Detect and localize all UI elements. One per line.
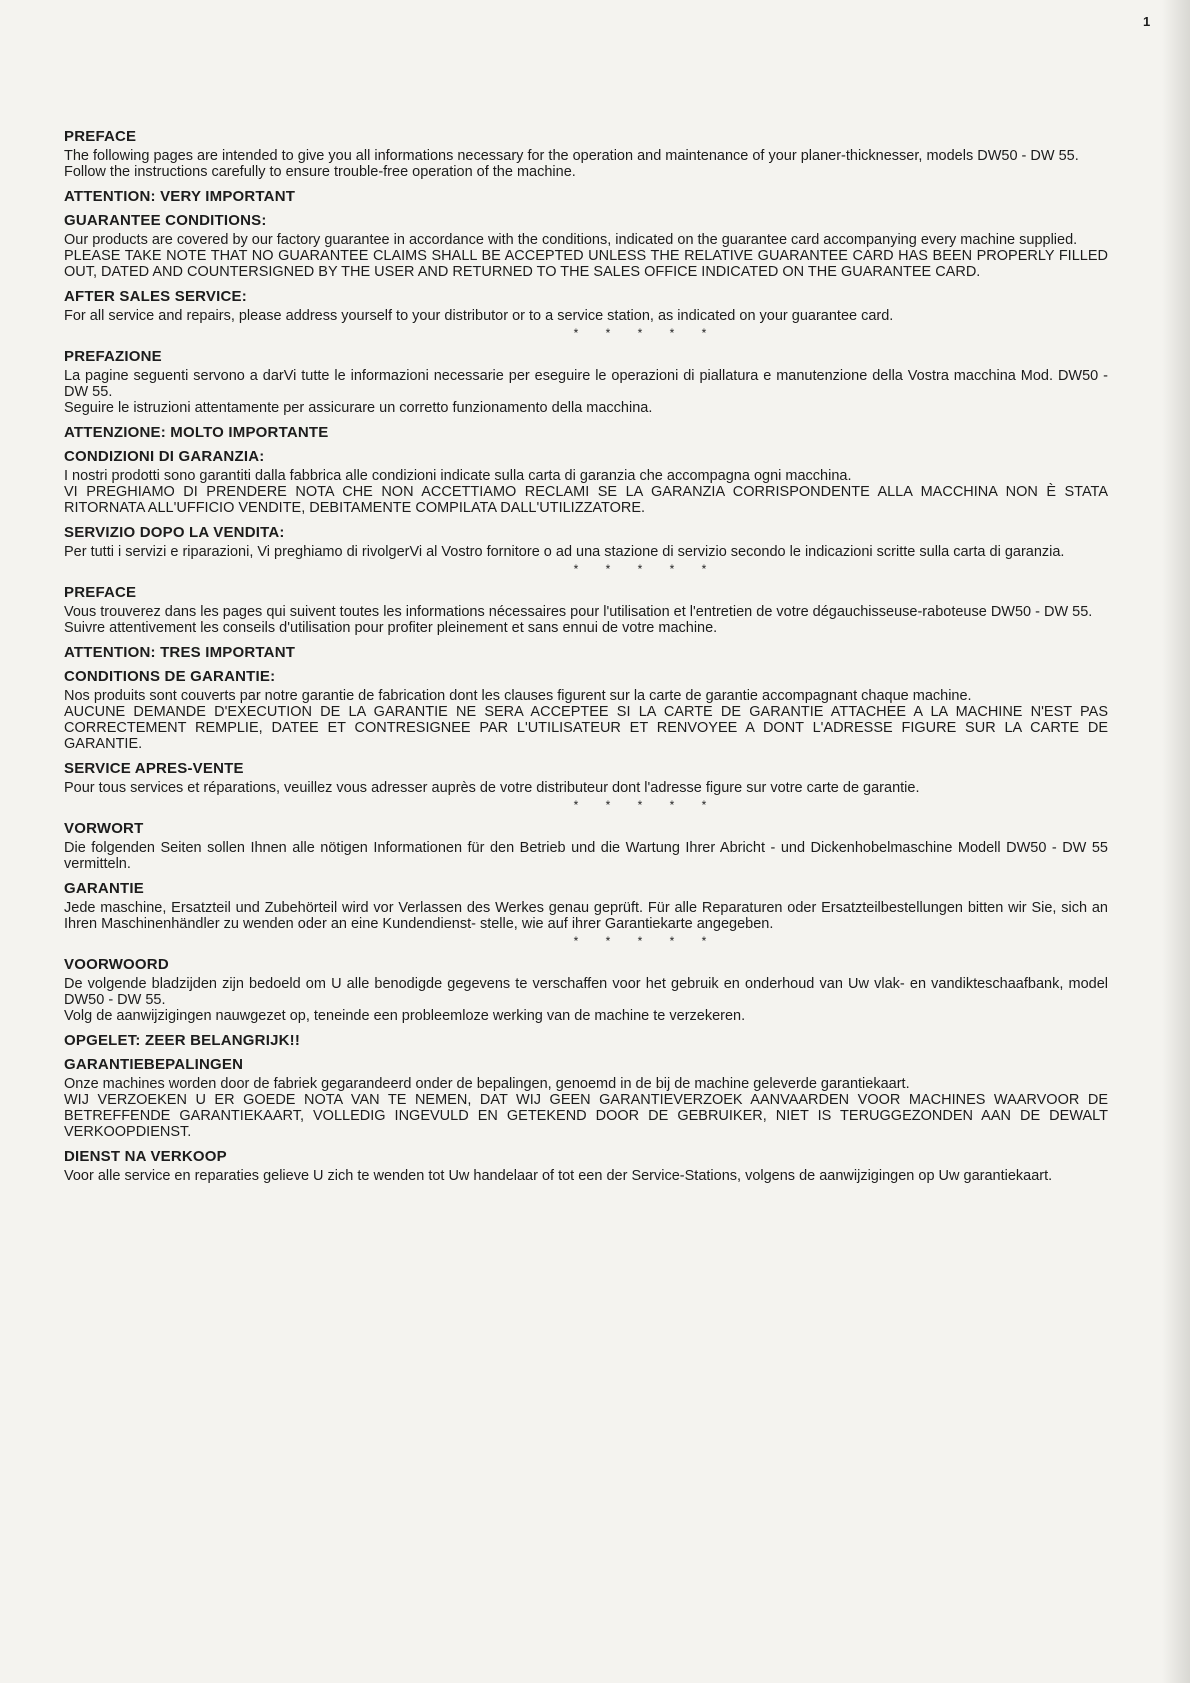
section-english xyxy=(64,128,1108,324)
attention-heading: ATTENTION: TRES IMPORTANT xyxy=(64,644,296,661)
section-title: PREFAZIONE xyxy=(64,348,162,365)
guarantee-paragraph: Our products are covered by our factory guarantee in accordance with the conditions, indicated on the guarantee card accompanying every machine supplied. xyxy=(64,232,1078,248)
intro-paragraph: La pagine seguenti servono a darVi tutte le informazioni necessarie per eseguire le operazioni di piallatura e manutenzione della Vostra macchina Mod. DW50 - DW 55. xyxy=(64,368,1108,400)
document-body xyxy=(64,128,1108,1184)
section-separator: * * * * * xyxy=(573,934,719,948)
section-separator: * * * * * xyxy=(573,562,719,576)
section-separator: * * * * * xyxy=(573,798,719,812)
guarantee-heading: GARANTIE xyxy=(64,880,144,897)
service-heading: SERVICE APRES-VENTE xyxy=(64,760,244,777)
page-number: 1 xyxy=(1143,14,1151,29)
section-title: PREFACE xyxy=(64,128,137,145)
intro-paragraph: Vous trouverez dans les pages qui suivent toutes les informations nécessaires pour l'utilisation et l'entretien de votre dégauchisseuse-raboteuse DW50 - DW 55. xyxy=(64,604,1093,620)
guarantee-heading: GUARANTEE CONDITIONS: xyxy=(64,212,267,229)
service-heading: AFTER SALES SERVICE: xyxy=(64,288,247,305)
section-title: PREFACE xyxy=(64,584,137,601)
service-paragraph: For all service and repairs, please address yourself to your distributor or to a service station, as indicated on your guarantee card. xyxy=(64,308,894,324)
guarantee-notice: WIJ VERZOEKEN U ER GOEDE NOTA VAN TE NEMEN, DAT WIJ GEEN GARANTIEVERZOEK AANVAARDEN VOOR MACHINES WAARVOOR DE BETREFFENDE GARANTIEKAART, VOLLEDIG INGEVULD EN GETEKEND DOOR DE GEBRUIKER, NIET IS TERUGGEZONDEN AAN DE DEWALT VERKOOPDIENST. xyxy=(64,1092,1108,1140)
section-german xyxy=(64,820,1108,932)
service-paragraph: Voor alle service en reparaties gelieve U zich te wenden tot Uw handelaar of tot een der Service-Stations, volgens de aanwijzigingen op Uw garantiekaart. xyxy=(64,1168,1053,1184)
section-dutch xyxy=(64,956,1108,1184)
guarantee-paragraph: Jede maschine, Ersatzteil und Zubehörteil wird vor Verlassen des Werkes genau geprüft. Für alle Reparaturen oder Ersatzteilbestellungen bitten wir Sie, sich an Ihren Maschinenhändler zu wenden oder an eine Kundendienst- stelle, wie auf ihrer Garantiekarte angegeben. xyxy=(64,900,1108,932)
guarantee-paragraph: Onze machines worden door de fabriek gegarandeerd onder de bepalingen, genoemd in de bij de machine geleverde garantiekaart. xyxy=(64,1076,910,1092)
attention-heading: ATTENTION: VERY IMPORTANT xyxy=(64,188,296,205)
intro-paragraph: The following pages are intended to give you all informations necessary for the operation and maintenance of your planer-thicknesser, models DW50 - DW 55. xyxy=(64,148,1079,164)
section-title: VORWORT xyxy=(64,820,144,837)
guarantee-notice: PLEASE TAKE NOTE THAT NO GUARANTEE CLAIMS SHALL BE ACCEPTED UNLESS THE RELATIVE GUARANTEE CARD HAS BEEN PROPERLY FILLED OUT, DATED AND COUNTERSIGNED BY THE USER AND RETURNED TO THE SALES OFFICE INDICATED ON THE GUARANTEE CARD. xyxy=(64,248,1108,280)
guarantee-heading: CONDIZIONI DI GARANZIA: xyxy=(64,448,265,465)
attention-heading: OPGELET: ZEER BELANGRIJK!! xyxy=(64,1032,301,1049)
service-heading: SERVIZIO DOPO LA VENDITA: xyxy=(64,524,285,541)
service-paragraph: Pour tous services et réparations, veuillez vous adresser auprès de votre distributeur dont l'adresse figure sur votre carte de garantie. xyxy=(64,780,920,796)
intro-paragraph: De volgende bladzijden zijn bedoeld om U alle benodigde gegevens te verschaffen voor het gebruik en onderhoud van Uw vlak- en vandikteschaafbank, model DW50 - DW 55. xyxy=(64,976,1108,1008)
guarantee-paragraph: Nos produits sont couverts par notre garantie de fabrication dont les clauses figurent sur la carte de garantie accompagnant chaque machine. xyxy=(64,688,972,704)
intro-paragraph: Die folgenden Seiten sollen Ihnen alle nötigen Informationen für den Betrieb und die Wartung Ihrer Abricht - und Dickenhobelmaschine Modell DW50 - DW 55 vermitteln. xyxy=(64,840,1108,872)
service-heading: DIENST NA VERKOOP xyxy=(64,1148,227,1165)
section-french xyxy=(64,584,1108,796)
service-paragraph: Per tutti i servizi e riparazioni, Vi preghiamo di rivolgerVi al Vostro fornitore o ad una stazione di servizio secondo le indicazioni scritte sulla carta di garanzia. xyxy=(64,544,1065,560)
intro-paragraph-2: Follow the instructions carefully to ensure trouble-free operation of the machine. xyxy=(64,164,576,180)
scan-edge-shadow xyxy=(1162,0,1190,1683)
guarantee-notice: AUCUNE DEMANDE D'EXECUTION DE LA GARANTIE NE SERA ACCEPTEE SI LA CARTE DE GARANTIE ATTACHEE A LA MACHINE N'EST PAS CORRECTEMENT REMPLIE, DATEE ET CONTRESIGNEE PAR L'UTILISATEUR ET RENVOYEE A DONT L'ADRESSE FIGURE SUR LA CARTE DE GARANTIE. xyxy=(64,704,1108,752)
guarantee-notice: VI PREGHIAMO DI PRENDERE NOTA CHE NON ACCETTIAMO RECLAMI SE LA GARANZIA CORRISPONDENTE ALLA MACCHINA NON È STATA RITORNATA ALL'UFFICIO VENDITE, DEBITAMENTE COMPILATA DALL'UTILIZZATORE. xyxy=(64,484,1108,516)
guarantee-paragraph: I nostri prodotti sono garantiti dalla fabbrica alle condizioni indicate sulla carta di garanzia che accompagna ogni macchina. xyxy=(64,468,852,484)
attention-heading: ATTENZIONE: MOLTO IMPORTANTE xyxy=(64,424,329,441)
intro-paragraph-2: Suivre attentivement les conseils d'utilisation pour profiter pleinement et sans ennui de votre machine. xyxy=(64,620,718,636)
section-italian xyxy=(64,348,1108,560)
intro-paragraph-2: Volg de aanwijzigingen nauwgezet op, teneinde een probleemloze werking van de machine te verzekeren. xyxy=(64,1008,746,1024)
guarantee-heading: CONDITIONS DE GARANTIE: xyxy=(64,668,276,685)
guarantee-heading: GARANTIEBEPALINGEN xyxy=(64,1056,244,1073)
section-title: VOORWOORD xyxy=(64,956,169,973)
section-separator: * * * * * xyxy=(573,326,719,340)
intro-paragraph-2: Seguire le istruzioni attentamente per assicurare un corretto funzionamento della macchina. xyxy=(64,400,653,416)
